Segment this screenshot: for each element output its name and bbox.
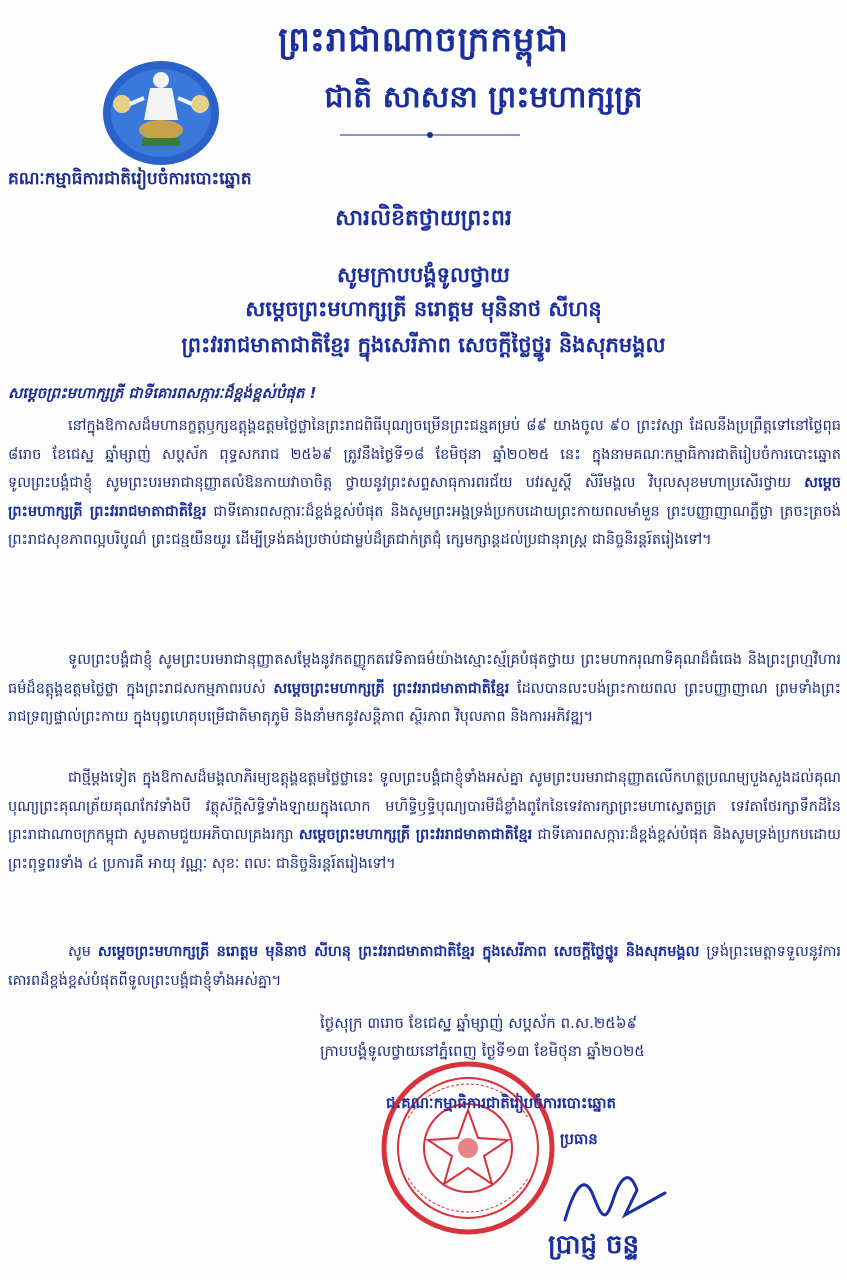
letter-title: សារលិខិតថ្វាយព្រះពរ [335, 206, 512, 231]
p2-text-a: ទូលព្រះបង្គំជាខ្ញុំ សូមព្រះបរមរាជានុញ្ញាតសម្តែងនូវកតញ្ញូកតវេទិតាធម៌យ៉ាងស្មោះស្ម័គ្របំផុតថ្វាយ ព្រះមហាករុណាទិគុណដ៏ធំធេង និងព្រះព្រហ្មវិហារធម៌ដ៏ឧត្តុង្គឧត្តមថ្លៃថ្លា ក្នុងព្រះរាជសកម្មភាពរបស់ [8, 652, 841, 697]
signatory-name: ប្រាជ្ញ ចន្ទ [548, 1230, 640, 1260]
header-divider-ornament [330, 128, 530, 142]
national-motto: ជាតិ សាសនា ព្រះមហាក្សត្រ [324, 80, 643, 115]
p1-text-a: នៅក្នុងឱកាសដ៏មហានក្ខត្តឫក្សឧត្តុង្គឧត្តមថ្លៃថ្លានៃព្រះរាជពិធីបុណ្យចម្រើនព្រះជន្មគម្រប់ ៨៩ យាងចូល ៩០ ព្រះវស្សា ដែលនឹងប្រព្រឹត្តទៅនៅថ្ងៃពុធ ៨រោច ខែជេស្ឋ ឆ្នាំម្សាញ់ សប្តស័ក ពុទ្ធសករាជ ២៥៦៩ ត្រូវនឹងថ្ងៃទី១៨ ខែមិថុនា ឆ្នាំ២០២៥ នេះ ក្នុងនាមគណៈកម្មាធិការជាតិរៀបចំការបោះឆ្នោត ទូលព្រះបង្គំជាខ្ញុំ សូមព្រះបរមរាជានុញ្ញាតលំឱនកាយវាចាចិត្ត ថ្វាយនូវព្រះសព្ទសាធុការពរជ័យ បវរសួស្តី សិរីមង្គល វិបុលសុខមហាប្រសើរថ្វាយ [8, 418, 841, 491]
official-seal [378, 1058, 558, 1238]
p1-text-c: ជាទីគោរពសក្ការៈដ៏ខ្ពង់ខ្ពស់បំផុត និងសូមព្រះអង្គទ្រង់ប្រកបដោយព្រះកាយពលមាំមួន ព្រះបញ្ញាញាណភ្លឺថ្លា ត្រចះត្រចង់ ព្រះរាជសុខភាពល្អបរិបូណ៌ ព្រះជន្មយឺនយូរ ដើម្បីទ្រង់គង់ប្រថាប់ជាម្លប់ដ៏ត្រជាក់ត្រជុំ ក្សេមក្សាន្តដល់ប្រជានុរាស្ត្រ ជានិច្ចនិរន្តរ៍តរៀងទៅ។ [8, 503, 841, 548]
organization-name: គណៈកម្មាធិការជាតិរៀបចំការបោះឆ្នោត [8, 169, 252, 189]
signatory-title: ប្រធាន [560, 1130, 598, 1148]
nec-emblem-icon [100, 58, 222, 168]
paragraph-3 [8, 764, 841, 878]
signatory-organization: ជ.គណៈកម្មាធិការជាតិរៀបចំការបោះឆ្នោត [386, 1094, 617, 1112]
address-line-1: សូមក្រាបបង្គំទូលថ្វាយ [337, 263, 510, 287]
p3-text-a: ជាថ្មីម្តងទៀត ក្នុងឱកាសដ៏មង្គលាភិរម្យឧត្តុង្គឧត្តមថ្លៃថ្លានេះ ទូលព្រះបង្គំជាខ្ញុំទាំងអស់គ្នា សូមព្រះបរមរាជានុញ្ញាតលើកហត្ថប្រណម្យបួងសួងដល់គុណបុណ្យព្រះគុណត្រ័យគុណកែវទាំងបី វត្ថុស័ក្តិសិទ្ធិទាំងឡាយក្នុងលោក មហិទ្ធិឫទ្ធិបុណ្យបារមីដ៏ខ្លាំងពូកែនៃទេវតារក្សាព្រះមហាស្វេតច្ឆត្រ ទេវតាថែរក្សាទឹកដីនៃព្រះរាជាណាចក្រកម្ពុជា សូមតាមជួយអភិបាលគ្រងរក្សា [8, 770, 841, 843]
address-line-3: ព្រះវររាជមាតាជាតិខ្មែរ ក្នុងសេរីភាព សេចក្តីថ្លៃថ្នូរ និងសុភមង្គល [181, 333, 666, 357]
p3-text-c: ជាទីគោរពសក្ការៈដ៏ខ្ពង់ខ្ពស់បំផុត និងសូមទ្រង់ប្រកបដោយព្រះពុទ្ធពរទាំង ៤ ប្រការគឺ អាយុ វណ្ណៈ សុខៈ ពលៈ ជានិច្ចនិរន្តរ៍តរៀងទៅ។ [8, 827, 841, 872]
handwritten-signature [555, 1165, 675, 1235]
p1-bold: សម្តេចព្រះមហាក្សត្រី ព្រះវររាជមាតាជាតិខ្មែរ [8, 475, 841, 520]
paragraph-1 [8, 412, 841, 555]
gregorian-date: ក្រាបបង្គំទូលថ្វាយនៅភ្នំពេញ ថ្ងៃទី១៣ ខែមិថុនា ឆ្នាំ២០២៥ [320, 1042, 645, 1060]
p3-bold: សម្តេចព្រះមហាក្សត្រី ព្រះវររាជមាតាជាតិខ្មែរ [298, 827, 533, 843]
salutation: សម្តេចព្រះមហាក្សត្រី ជាទីគោរពសក្ការៈដ៏ខ្ពង់ខ្ពស់បំផុត ! [8, 384, 317, 402]
p4-bold: សម្តេចព្រះមហាក្សត្រី នរោត្តម មុនិនាថ សីហនុ ព្រះវររាជមាតាជាតិខ្មែរ ក្នុងសេរីភាព សេចក្តីថ្លៃថ្នូរ និងសុភមង្គល [97, 944, 700, 960]
p4-text-c: ទ្រង់ព្រះមេត្តាទទួលនូវការគោរពដ៏ខ្ពង់ខ្ពស់បំផុតពីទូលព្រះបង្គំជាខ្ញុំទាំងអស់គ្នា។ [8, 944, 841, 989]
lunar-date: ថ្ងៃសុក្រ ៣រោច ខែជេស្ឋ ឆ្នាំម្សាញ់ សប្តស័ក ព.ស.២៥៦៩ [320, 1014, 638, 1032]
p2-text-c: ដែលបានលះបង់ព្រះកាយពល ព្រះបញ្ញាញាណ ព្រមទាំងព្រះរាជទ្រព្យផ្ទាល់ព្រះកាយ ក្នុងបុព្វហេតុបម្រើជាតិមាតុភូមិ និងនាំមកនូវសន្តិភាព ស្ថិរភាព វិបុលភាព និងការអភិវឌ្ឍ។ [8, 680, 841, 725]
paragraph-4 [8, 938, 841, 995]
address-line-2: សម្តេចព្រះមហាក្សត្រី នរោត្តម មុនិនាថ សីហនុ [245, 297, 602, 321]
p2-bold: សម្តេចព្រះមហាក្សត្រី ព្រះវររាជមាតាជាតិខ្មែរ [273, 680, 510, 697]
kingdom-title: ព្រះរាជាណាចក្រកម្ពុជា [278, 20, 569, 60]
paragraph-2 [8, 646, 841, 732]
p4-text-a: សូម [68, 944, 98, 960]
